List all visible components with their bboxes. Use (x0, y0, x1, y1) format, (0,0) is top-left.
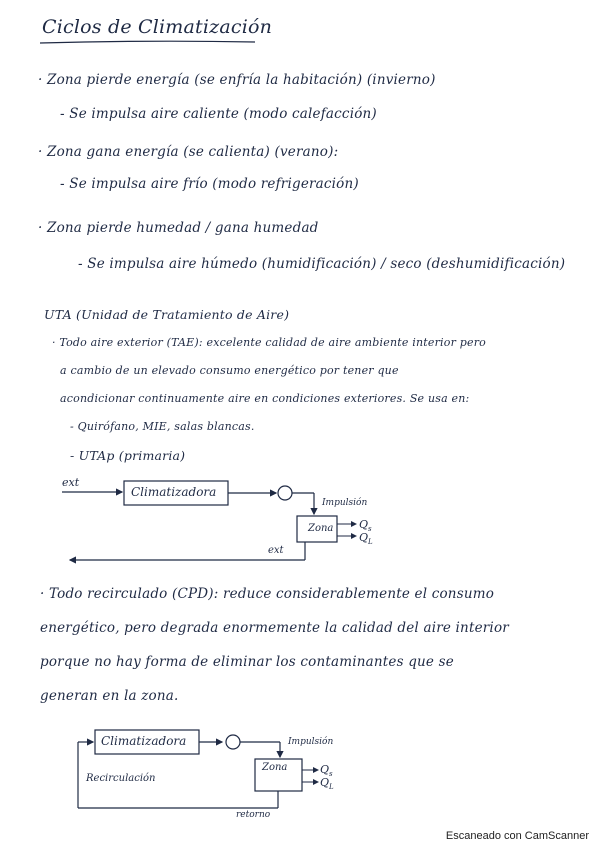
diagram2-q2-label: $Q_L$ (320, 776, 334, 792)
bullet-line: · Zona pierde humedad / gana humedad (38, 220, 319, 236)
diagram2-box-label: Climatizadora (101, 734, 187, 748)
diagram1-q2-label: $Q_L$ (359, 531, 373, 547)
diagram2-return-label: retorno (236, 810, 271, 820)
uta-line: a cambio de un elevado consumo energético por tener que (60, 364, 399, 377)
page-title: Ciclos de Climatización (42, 16, 273, 38)
diagram2-recirc-label: Recirculación (86, 773, 156, 784)
uta-line: - Quirófano, MIE, salas blancas. (70, 420, 255, 433)
recirc-line: generan en la zona. (40, 688, 179, 704)
bullet-line: - Se impulsa aire frío (modo refrigeración) (60, 176, 359, 192)
recirc-line: energético, pero degrada enormemente la calidad del aire interior (40, 620, 509, 636)
recirc-line: porque no hay forma de eliminar los contaminantes que se (40, 654, 454, 670)
uta-line: · Todo aire exterior (TAE): excelente calidad de aire ambiente interior pero (52, 336, 486, 349)
bullet-line: - Se impulsa aire húmedo (humidificación) / seco (deshumidificación) (78, 256, 566, 272)
diagram1-q1-label: $Q_s$ (359, 518, 372, 534)
diagram2-impulsion-label: Impulsión (288, 737, 334, 747)
diagram2-q1-label: $Q_s$ (320, 763, 333, 779)
uta-heading: UTA (Unidad de Tratamiento de Aire) (44, 307, 290, 322)
bullet-line: · Zona pierde energía (se enfría la habitación) (invierno) (38, 72, 436, 88)
diagram1-box-label: Climatizadora (131, 485, 217, 499)
diagram1-zone-label: Zona (308, 523, 334, 534)
diagram2-zone-label: Zona (262, 762, 288, 773)
recirc-line: · Todo recirculado (CPD): reduce considerablemente el consumo (40, 586, 495, 602)
bullet-line: · Zona gana energía (se calienta) (verano): (38, 144, 339, 160)
bullet-line: - Se impulsa aire caliente (modo calefacción) (60, 106, 377, 122)
diagram1-exit-label: ext (268, 545, 284, 556)
diagram1-impulsion-label: Impulsión (322, 498, 368, 508)
uta-line: acondicionar continuamente aire en condiciones exteriores. Se usa en: (60, 392, 470, 405)
scanner-watermark: Escaneado con CamScanner (445, 830, 589, 842)
diagram1-input-label: ext (62, 476, 80, 489)
uta-line: - UTAp (primaria) (70, 448, 186, 463)
